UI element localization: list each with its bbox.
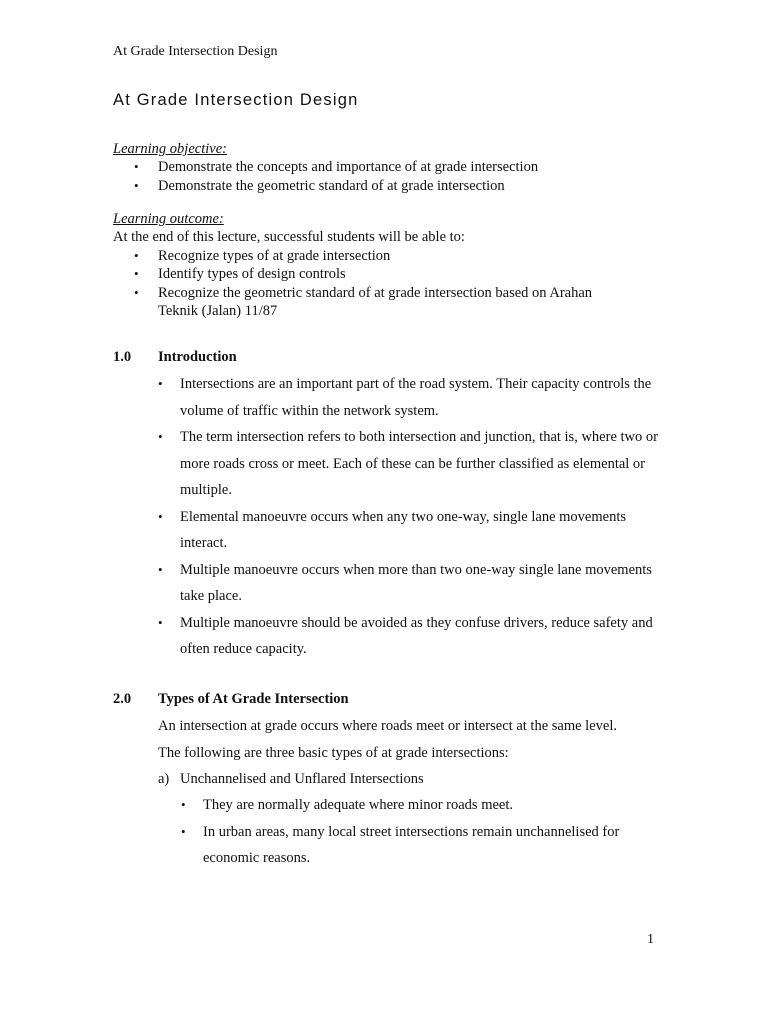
- list-item: • In urban areas, many local street intersections remain unchannelised for economic reasons.: [181, 819, 651, 872]
- list-item: • Demonstrate the geometric standard of at grade intersection: [113, 177, 673, 196]
- list-item: • Multiple manoeuvre occurs when more than two one-way single lane movements take place.: [158, 557, 658, 610]
- learning-objective-block: [113, 141, 673, 195]
- learning-outcome-block: [113, 211, 633, 321]
- running-header: At Grade Intersection Design: [113, 44, 278, 59]
- list-item: • Recognize types of at grade intersection: [113, 247, 633, 266]
- subsection-a-heading: [158, 766, 678, 793]
- learning-objective-list: [113, 158, 673, 195]
- section-1-title: Introduction: [158, 349, 237, 365]
- section-2-number: 2.0: [113, 691, 132, 707]
- subsection-a-label: a): [158, 771, 170, 787]
- section-2-body: [158, 713, 678, 793]
- learning-outcome-intro: At the end of this lecture, successful students will be able to:: [113, 229, 465, 245]
- learning-outcome-list: [113, 247, 633, 321]
- list-item: • Demonstrate the concepts and importance of at grade intersection: [113, 158, 673, 177]
- list-item: • Multiple manoeuvre should be avoided as they confuse drivers, reduce safety and often reduce capacity.: [158, 610, 658, 663]
- page-title: At Grade Intersection Design: [113, 91, 359, 109]
- section-2-paragraph: The following are three basic types of at grade intersections:: [158, 744, 509, 761]
- page-number: 1: [647, 932, 654, 947]
- list-item: • Intersections are an important part of the road system. Their capacity controls the volume of traffic within the network system.: [158, 371, 658, 424]
- section-2-title: Types of At Grade Intersection: [158, 691, 349, 707]
- list-item: • They are normally adequate where minor roads meet.: [181, 792, 651, 819]
- section-1-number: 1.0: [113, 349, 132, 365]
- subsection-a-title: Unchannelised and Unflared Intersections: [180, 771, 424, 787]
- list-item: • The term intersection refers to both intersection and junction, that is, where two or more roads cross or meet. Each of these can be further classified as elemental or multiple.: [158, 424, 658, 504]
- learning-outcome-heading: Learning outcome:: [113, 211, 224, 227]
- subsection-a-list: [181, 792, 651, 872]
- list-item: • Identify types of design controls: [113, 265, 633, 284]
- section-2-paragraph: An intersection at grade occurs where roads meet or intersect at the same level.: [158, 718, 617, 734]
- learning-objective-heading: Learning objective:: [113, 141, 227, 157]
- section-1-list: [158, 371, 658, 663]
- list-item: • Recognize the geometric standard of at grade intersection based on Arahan Teknik (Jalan) 11/87: [113, 284, 633, 321]
- list-item: • Elemental manoeuvre occurs when any two one-way, single lane movements interact.: [158, 504, 658, 557]
